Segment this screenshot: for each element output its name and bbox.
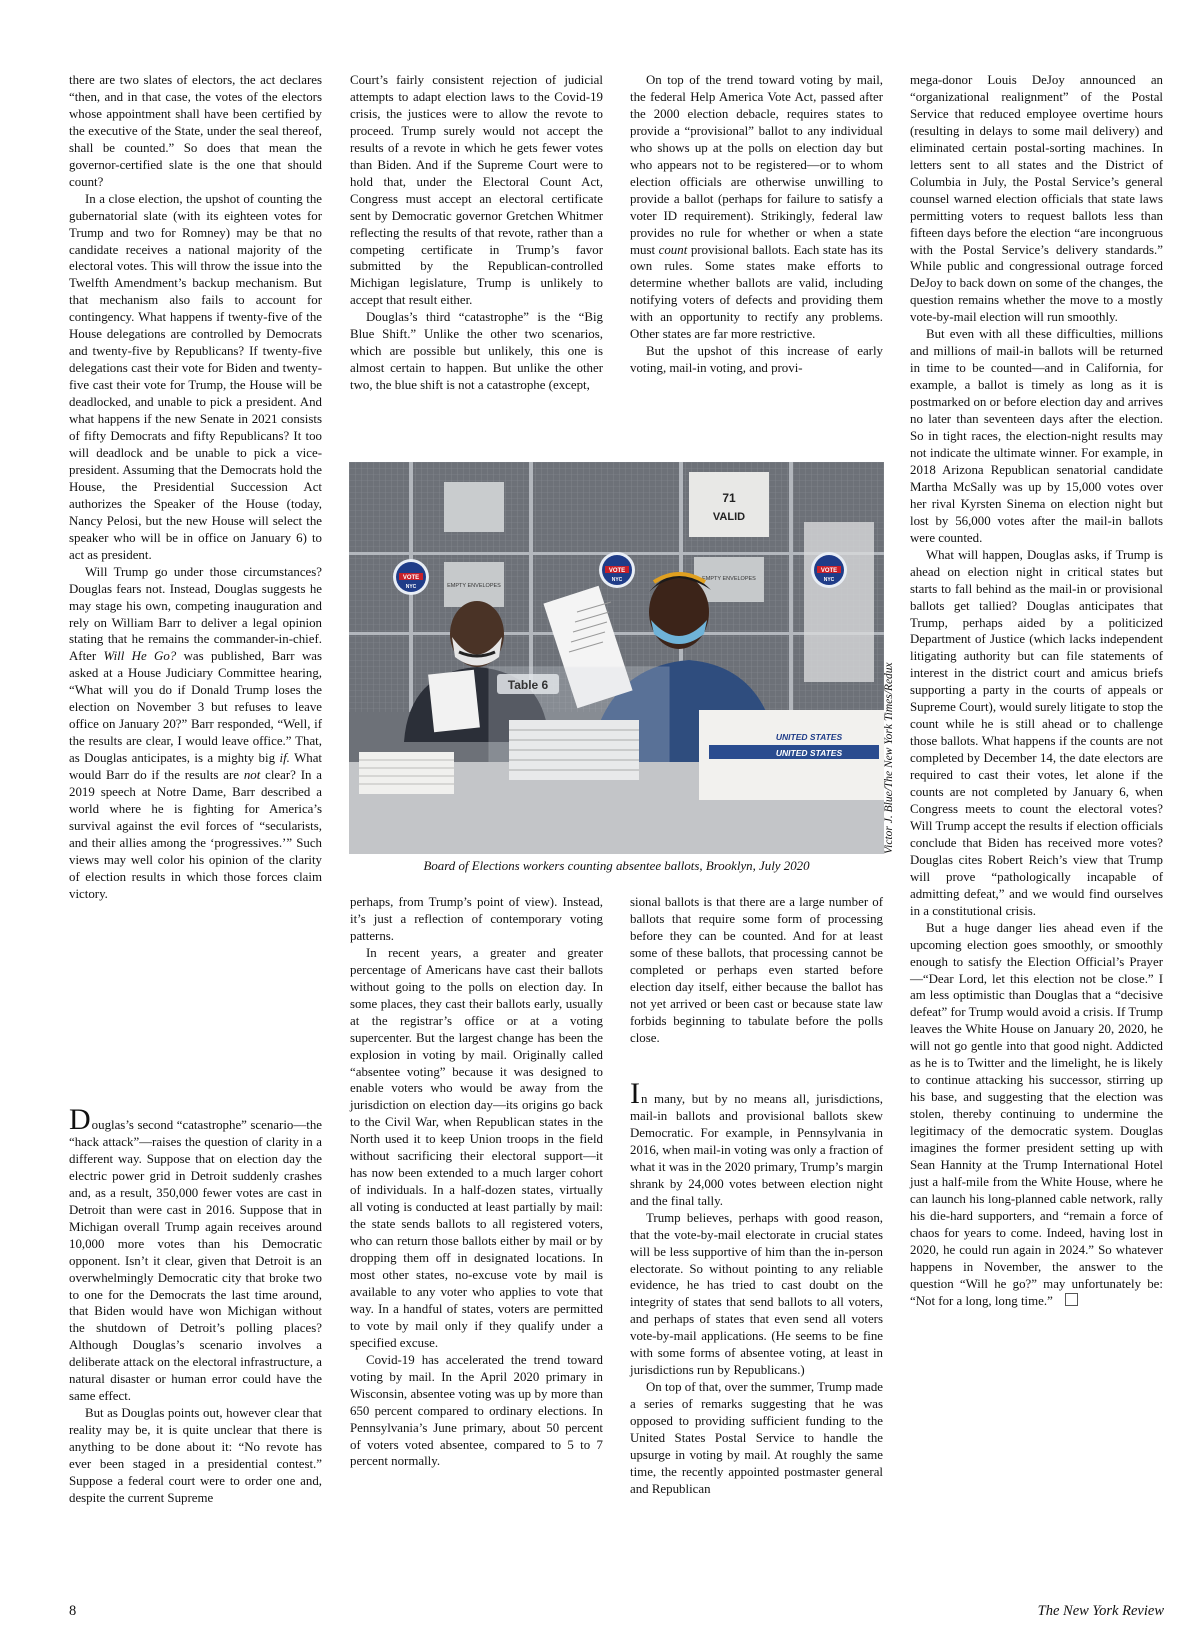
publication-name: The New York Review [1037, 1603, 1164, 1619]
paragraph: mega-donor Louis DeJoy announced an “organizational realignment” of the Postal Service that reduced employee overtime hours (resulting in delays to some mail delivery) and eliminated certain postal-sorting machines. In letters sent to all states and the District of Columbia in July, the Postal Service’s general counsel warned election officials that state laws permitting voters to request ballots less than fifteen days before the election “are incongruous with the Postal Service’s delivery standards.” While public and congressional outrage forced DeJoy to back down on some of the changes, the question remains whether the move to a mostly vote-by-mail election will run smoothly. [910, 73, 1163, 325]
vote-sticker-icon [599, 552, 635, 588]
paragraph: sional ballots is that there are a large number of ballots that require some form of processing before they can be counted. And for at least some of these ballots, that processing cannot be completed or perhaps even started before election day itself, either because the ballot has not yet arrived or been cast or because state law forbids beginning to tabulate before the polls close. [630, 895, 883, 1045]
paragraph: Covid-19 has accelerated the trend toward voting by mail. In the April 2020 primary in Wisconsin, absentee voting was up by more than 650 percent compared to ordinary elections. In Pennsylvania’s June primary, about 50 percent of voters voted absentee, compared to 5 to 7 percent normally. [350, 1352, 603, 1469]
drop-cap: D [69, 1103, 91, 1136]
news-photo [349, 462, 884, 854]
paragraph: perhaps, from Trump’s point of view). Instead, it’s just a reflection of contemporary voting patterns. [350, 895, 603, 943]
table-sign-text: Table 6 [507, 678, 549, 692]
column-4 [910, 72, 1163, 1310]
paragraph: But the upshot of this increase of early voting, mail-in voting, and provi- [630, 344, 883, 376]
valid-sign-text: VALID [712, 511, 746, 523]
photo-caption: Board of Elections workers counting absentee ballots, Brooklyn, July 2020 [423, 859, 810, 873]
valid-count-text: 71 [722, 491, 736, 505]
column-3-top [630, 72, 883, 377]
column-3-bottom [630, 1077, 883, 1498]
paragraph: Court’s fairly consistent rejection of judicial attempts to adapt election laws to the Covid-19 crisis, the justices were to allow the revote to proceed. Trump surely would not accept the results of a revote in which he gets fewer votes than Biden. And if the Supreme Court were to hold that, under the Electoral Count Act, Congress must accept an electoral certificate sent by Democratic governor Gretchen Whitmer reflecting the results of that revote, rather than a competing certificate in Trump’s favor submitted by the Republican-controlled Michigan legislature, Trump is unlikely to accept that result either. [350, 73, 603, 308]
svg-text:VOTE: VOTE [608, 568, 626, 574]
vote-sticker-icon [811, 552, 847, 588]
photo-credit: Victor J. Blue/The New York Times/Redux [883, 662, 895, 854]
page-number: 8 [69, 1603, 77, 1619]
paragraph: On top of the trend toward voting by mail, the federal Help America Vote Act, passed after the 2000 election debacle, requires states to provide a “provisional” ballot to any individual who shows up at the polls on election day but who appears not to be registered—or to whom election officials are otherwise unwilling to provide a ballot (perhaps for failure to satisfy a voter ID requirement). Strikingly, federal law provides no rule for whether or when a state must count provisional ballots. Each state has its own rules. Some states make efforts to determine whether ballots are valid, including notifying voters of defects and providing them with an opportunity to rectify any problems. Other states are far more restrictive. [630, 73, 883, 342]
usps-label: UNITED STATES [775, 748, 843, 758]
paragraph: Trump believes, perhaps with good reason, that the vote-by-mail electorate in crucial states will be less supportive of him than the in-person electorate. So without pointing to any reliable evidence, he has tried to cast doubt on the integrity of states that send ballots to all voters, and perhaps of states that even send all voters vote-by-mail applications. (He seems to be fine with some forms of absentee voting, at least in jurisdictions run by Republicans.) [630, 1210, 883, 1378]
paragraph: In a close election, the upshot of counting the gubernatorial slate (with its eighteen votes for Trump and two for Romney) may be that no candidate receives a national majority of the electoral votes. This will throw the issue into the Twelfth Amendment’s backup mechanism. But that mechanism also fails to account for contingency. What happens if twenty-five of the House delegations are controlled by Democrats and twenty-five by Republicans? If twenty-five delegations cast their vote for Biden and twenty-five cast their vote for Trump, the House will be deadlocked, and unable to pick a president. And what happens if the new Senate in 2021 consists of fifty Democrats and fifty Republicans? It too will deadlock and be unable to pick a vice-president. Assuming that the Democrats hold the House, the Presidential Succession Act authorizes the Speaker of the House (today, Nancy Pelosi, but the new House will select the speaker who will be in office on January 6) to act as president. [69, 191, 322, 562]
paragraph: But a huge danger lies ahead even if the upcoming election goes smoothly, or smoothly enough to satisfy the Election Official’s Prayer—“Dear Lord, let this election not be close.” I am less optimistic than Douglas that a “decisive defeat” for Trump would avoid a crisis. If Trump leaves the White House on January 20, 2020, he will not go gentle into that good night. Addicted as he is to Twitter and the limelight, he is likely to continue attacking his successor, stirring up his base, and suggesting that the election was stolen, thereby continuing to undermine the legitimacy of the democratic system. Douglas imagines the former president setting up with Sean Hannity at the Trump International Hotel just a half-mile from the White House, where he can launch his long-planned cable network, rally his die-hard supporters, and “remain a force of chaos for years to come. Indeed, having lost in 2020, he could run again in 2024.” So whatever happens in November, the answer to the question “Will he go?” may unfortunately be: “Not for a long, long time.” [910, 920, 1163, 1308]
bin-label: EMPTY ENVELOPES [447, 583, 501, 589]
paragraph: On top of that, over the summer, Trump made a series of remarks suggesting that he was opposed to providing sufficient funding to the United States Postal Service to handle the upsurge in voting by mail. At roughly the same time, the recently appointed postmaster general and Republican [630, 1380, 883, 1496]
drop-cap: I [630, 1077, 640, 1110]
paragraph-section-start: In many, but by no means all, jurisdictions, mail-in ballots and provisional ballots skew Democratic. For example, in Pennsylvania in 2016, when mail-in voting was only a fraction of what it was in the 2020 primary, Trump’s margin shrank by 24,000 votes between election night and the final tally. [630, 1077, 883, 1208]
paragraph: there are two slates of electors, the act declares “then, and in that case, the votes of the electors whose appointment shall have been certified by the executive of the State, under the seal thereof, shall be counted.” So does that mean the governor-certified slate is the one that should count? [69, 73, 322, 189]
vote-sticker-icon [393, 559, 429, 595]
column-1-top [69, 72, 322, 903]
svg-text:NYC: NYC [611, 577, 623, 583]
usps-label: UNITED STATES [775, 732, 843, 742]
paragraph: Douglas’s third “catastrophe” is the “Big Blue Shift.” Unlike the other two scenarios, which are possible but unlikely, this one is almost certain to happen. But unlike the other two, the blue shift is not a catastrophe (except, [350, 310, 603, 393]
column-2-bottom [350, 894, 603, 1470]
column-3-middle [630, 894, 883, 1047]
svg-text:NYC: NYC [823, 577, 835, 583]
svg-text:VOTE: VOTE [402, 575, 420, 581]
end-mark-icon [1065, 1293, 1078, 1306]
paragraph-section-start: Douglas’s second “catastrophe” scenario—the “hack attack”—raises the question of clarity in a different way. Suppose that on election day the electric power grid in Detroit suddenly crashes and, as a result, 350,000 fewer votes are cast in Detroit than were cast in 2016. Suppose that in Michigan overall Trump again receives around 10,000 more votes than his Democratic opponent. Isn’t it clear, given that Detroit is an overwhelmingly Democratic city that broke two to one for the Democrats the last time around, that Biden would have won Michigan without the shutdown of Detroit’s polling places? Although Douglas’s scenario involves a deliberate attack on the electoral infrastructure, a natural disaster or human error could have the same effect. [69, 1103, 322, 1404]
paragraph: But even with all these difficulties, millions and millions of mail-in ballots will be returned in time to be counted—and in California, for example, a ballot is timely as long as it is postmarked on or before election day and arrives no later than seventeen days after the election. So in tight races, the election-night results may not indicate the ultimate winner. For example, in 2018 Arizona Republican senatorial candidate Martha McSally was up by 15,000 votes over her rival Kyrsten Sinema on election night but lost by 56,000 votes after the mail-in ballots were counted. [910, 327, 1163, 545]
paragraph: But as Douglas points out, however clear that reality may be, it is quite unclear that there is anything to be done about it: “No revote has ever been staged in a presidential contest.” Suppose a federal court were to order one and, despite the current Supreme [69, 1406, 322, 1505]
svg-text:NYC: NYC [405, 584, 417, 590]
bin-label: EMPTY ENVELOPES [702, 576, 756, 582]
column-1-bottom [69, 1103, 322, 1507]
paragraph: Will Trump go under those circumstances? Douglas fears not. Instead, Douglas suggests he may stage his own, competing inauguration and rely on William Barr to deliver a legal opinion stating that he remains the commander-in-chief. After Will He Go? was published, Barr was asked at a House Judiciary Committee hearing, “What will you do if Donald Trump loses the election on November 3 but refuses to leave office on January 20?” Barr responded, “Well, if the results are clear, I would leave office.” That, as Douglas anticipates, is a mighty big if. What would Barr do if the results are not clear? In a 2019 speech at Notre Dame, Barr described a world where he is fighting for America’s survival against the evil forces of “secularists, and their allies among the ‘progressives.’” Such views may well color his opinion of the clarity of election results in which those forces claim victory. [69, 564, 323, 901]
paragraph: In recent years, a greater and greater percentage of Americans have cast their ballots without going to the polls on election day. In some places, they cast their ballots early, usually at the registrar’s office or at a voting supercenter. But the largest change has been the explosion in voting by mail. Originally called “absentee voting” because it was designed to enable voters who would be away from the jurisdiction on election day—its origins go back to the Civil War, when Republican states in the North used it to keep Union troops in the field without sacrificing their electoral support—it has now been extended to a much larger cohort of individuals. In a half-dozen states, virtually all voting is conducted at least partially by mail: the state sends ballots to all registered voters, who can return those ballots either by mail or by dropping them off in designated locations. In most other states, no-excuse vote by mail is available to any voter who applies to vote that way. In a handful of states, voters are permitted to vote by mail only if they qualify under a specified excuse. [350, 945, 603, 1350]
svg-text:VOTE: VOTE [820, 568, 838, 574]
paragraph: What will happen, Douglas asks, if Trump is ahead on election night in critical states but starts to fall behind as the mail-in or provisional ballots get tallied? Douglas anticipates that Trump, perhaps aided by a politicized Department of Justice (which lacks independent litigating authority but can file statements of interest in the district court and amicus briefs supporting a party in the courts of appeals or Supreme Court), would surely litigate to stop the count while he is still ahead or to challenge those ballots. What happens if the counts are not completed by December 14, the date electors are required to cast their votes, let alone if the counts are not completed by January 6, when Congress meets to count the electoral votes? Will Trump accept the results if election officials conclude that Biden has received more votes? Douglas cites Robert Reich’s view that Trump will prove “pathologically incapable of admitting defeat,” and we would find ourselves in a constitutional crisis. [910, 547, 1163, 918]
column-2-top [350, 72, 603, 394]
